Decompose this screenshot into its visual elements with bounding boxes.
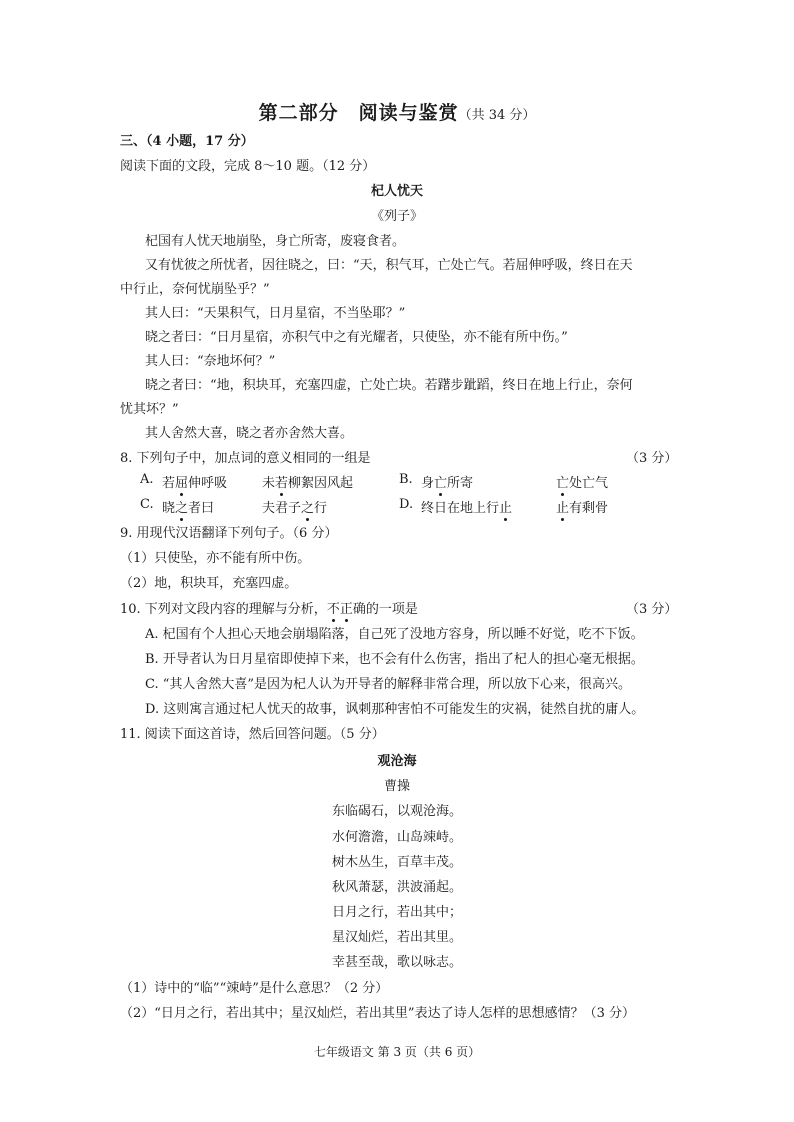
part-title: 第二部分 阅读与鉴赏 [258, 102, 459, 124]
poem-title: 观沧海 [377, 754, 417, 769]
emphasis-dot-char: 亡 [556, 476, 570, 491]
q10-option: D. 这则寓言通过杞人忧天的故事，讽刺那种害怕不可能发生的灾祸，徒然自扰的庸人。 [145, 702, 645, 717]
passage-line: 晓之者曰：“地，积块耳，充塞四虚，亡处亡块。若躇步跐蹈，终日在地上行止，奈何 [145, 378, 633, 393]
emphasis-dot-char: 不 [326, 602, 340, 617]
passage-title: 杞人忧天 [370, 184, 423, 199]
q9-stem: 9. 用现代汉语翻译下列句子。（6 分） [120, 526, 338, 541]
emphasis-dot-char: 止 [499, 501, 513, 516]
q10-option: C. “其人舍然大喜”是因为杞人认为开导者的解释非常合理，所以放下心来，很高兴。 [145, 677, 632, 692]
passage-line: 中行止，奈何忧崩坠乎？” [120, 282, 270, 297]
emphasis-dot-char: 亡 [434, 476, 448, 491]
page-footer: 七年级语文 第 3 页（共 6 页） [313, 1045, 481, 1059]
q8-score: （3 分） [626, 451, 678, 466]
section-heading: 三、（4 小题，17 分） [120, 134, 254, 149]
q8-option-a-phrase: 若屈伸呼吸 [162, 476, 228, 491]
q11-sub-question: （2）“日月之行，若出其中；星汉灿烂，若出其里”表达了诗人怎样的思想感情？（3 分） [120, 1006, 635, 1021]
q8-option-letter: B. [399, 472, 413, 487]
q8-option-b-phrase: 夫君子之行 [262, 501, 328, 516]
emphasis-dot-char: 屈 [175, 476, 189, 491]
q8-option-a-phrase: 身亡所寄 [421, 476, 474, 491]
q11-stem: 11. 阅读下面这首诗，然后回答问题。（5 分） [120, 727, 385, 742]
q9-item: （2）地，积块耳，充塞四虚。 [120, 576, 298, 591]
q8-option-a-phrase: 终日在地上行止 [421, 501, 513, 516]
poem-line: 日月之行，若出其中； [331, 905, 462, 920]
passage-line: 又有忧彼之所忧者，因往晓之，曰：“天，积气耳，亡处亡气。若屈伸呼吸，终日在天 [145, 258, 633, 273]
q8-option-letter: C. [140, 497, 154, 512]
q10-score: （3 分） [626, 602, 678, 617]
emphasis-dot-char: 之 [175, 501, 189, 516]
emphasis-dot-char: 正 [339, 602, 353, 617]
poem-line: 水何澹澹，山岛竦峙。 [331, 830, 462, 845]
q8-option-b-phrase: 未若柳絮因风起 [262, 476, 354, 491]
q8-option-letter: D. [399, 497, 414, 512]
passage-source: 《列子》 [370, 209, 423, 224]
q8-option-letter: A. [140, 472, 154, 487]
poem-line: 星汉灿烂，若出其里。 [331, 930, 462, 945]
part-score: （共 34 分） [458, 108, 536, 123]
poem-author: 曹操 [383, 779, 410, 794]
emphasis-dot-char: 若 [275, 476, 289, 491]
passage-line: 晓之者曰：“日月星宿，亦积气中之有光耀者，只使坠，亦不能有所中伤。” [145, 330, 568, 345]
passage-line: 其人曰：“奈地坏何？” [145, 354, 276, 369]
q8-stem: 8. 下列句子中，加点词的意义相同的一组是 [120, 451, 371, 466]
q10-option: B. 开导者认为日月星宿即使掉下来，也不会有什么伤害，指出了杞人的担心毫无根据。 [145, 652, 644, 667]
passage-line: 其人舍然大喜，晓之者亦舍然大喜。 [145, 426, 354, 441]
passage-line: 忧其坏？” [120, 402, 179, 417]
q10-option: A. 杞国有个人担心天地会崩塌陷落，自己死了没地方容身，所以睡不好觉，吃不下饭。 [145, 627, 644, 642]
poem-line: 树木丛生，百草丰茂。 [331, 855, 462, 870]
q8-option-a-phrase: 晓之者曰 [162, 501, 215, 516]
emphasis-dot-char: 止 [556, 501, 570, 516]
poem-line: 秋风萧瑟，洪波涌起。 [331, 880, 462, 895]
q11-sub-question: （1）诗中的“临”“竦峙”是什么意思？（2 分） [120, 981, 389, 996]
passage-line: 其人曰：“天果积气，日月星宿，不当坠耶？” [145, 306, 406, 321]
q9-item: （1）只使坠，亦不能有所中伤。 [120, 551, 311, 566]
q8-option-b-phrase: 止有剩骨 [556, 501, 609, 516]
section-title [0, 98, 794, 125]
section-intro: 阅读下面的文段，完成 8～10 题。（12 分） [120, 159, 376, 174]
q10-stem: 10. 下列对文段内容的理解与分析，不正确的一项是 [120, 602, 418, 617]
poem-line: 东临碣石，以观沧海。 [331, 804, 462, 819]
passage-line: 杞国有人忧天地崩坠，身亡所寄，废寝食者。 [145, 234, 406, 249]
q8-option-b-phrase: 亡处亡气 [556, 476, 609, 491]
poem-line: 幸甚至哉，歌以咏志。 [331, 955, 462, 970]
emphasis-dot-char: 之 [301, 501, 315, 516]
